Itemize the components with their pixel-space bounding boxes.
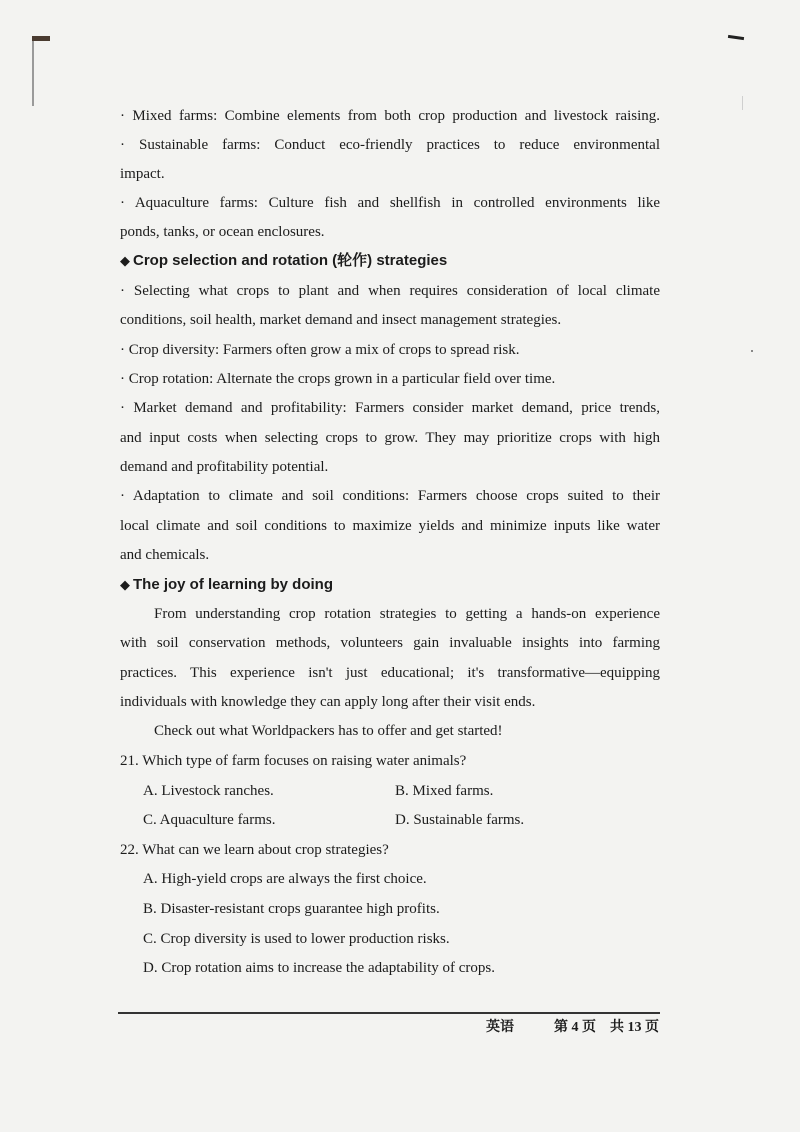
question-22-option-a: A. High-yield crops are always the first choice. bbox=[143, 871, 427, 887]
bullet-adaptation: · Adaptation to climate and soil conditions: Farmers choose crops suited to their bbox=[120, 488, 660, 504]
footer-subject: 英语 bbox=[486, 1020, 514, 1035]
diamond-bullet-icon: ◆ bbox=[120, 253, 130, 268]
question-22-stem: 22. What can we learn about crop strategies? bbox=[120, 842, 389, 858]
question-22-option-c: C. Crop diversity is used to lower production risks. bbox=[143, 931, 450, 947]
bullet-aquaculture-farms: · Aquaculture farms: Culture fish and shellfish in controlled environments like bbox=[120, 195, 660, 211]
scan-edge-mark bbox=[32, 36, 34, 106]
question-21-option-b: B. Mixed farms. bbox=[395, 783, 494, 799]
bullet-aquaculture-farms-cont: ponds, tanks, or ocean enclosures. bbox=[120, 224, 325, 240]
question-21-option-a: A. Livestock ranches. bbox=[143, 783, 274, 799]
footer-total-pages: 共 13 页 bbox=[610, 1020, 659, 1035]
bullet-crop-rotation: · Crop rotation: Alternate the crops grown in a particular field over time. bbox=[120, 371, 556, 387]
question-21-option-c: C. Aquaculture farms. bbox=[143, 812, 276, 828]
paragraph-call-to-action: Check out what Worldpackers has to offer and get started! bbox=[154, 723, 503, 739]
bullet-market-demand-end: demand and profitability potential. bbox=[120, 459, 329, 475]
section-heading-joy bbox=[120, 575, 333, 595]
question-22-option-b: B. Disaster-resistant crops guarantee high profits. bbox=[143, 901, 440, 917]
question-21-stem: 21. Which type of farm focuses on raising water animals? bbox=[120, 753, 467, 769]
footer-divider bbox=[118, 1012, 660, 1014]
bullet-sustainable-farms: · Sustainable farms: Conduct eco-friendly practices to reduce environmental bbox=[120, 137, 660, 153]
section-heading-crop bbox=[120, 251, 447, 271]
bullet-selecting-crops-cont: conditions, soil health, market demand and insect management strategies. bbox=[120, 312, 562, 328]
bullet-market-demand: · Market demand and profitability: Farmers consider market demand, price trends, bbox=[120, 400, 660, 416]
scan-speck bbox=[751, 350, 753, 352]
footer-page-number: 第 4 页 bbox=[554, 1020, 596, 1035]
scan-edge-mark bbox=[742, 96, 743, 110]
paragraph-joy-line: individuals with knowledge they can apply long after their visit ends. bbox=[120, 694, 536, 710]
question-21-option-d: D. Sustainable farms. bbox=[395, 812, 525, 828]
question-22-option-d: D. Crop rotation aims to increase the adaptability of crops. bbox=[143, 960, 495, 976]
paragraph-joy: From understanding crop rotation strategies to getting a hands-on experience bbox=[154, 606, 660, 622]
section-heading-text: Crop selection and rotation (轮作) strategies bbox=[133, 252, 448, 269]
bullet-market-demand-cont: and input costs when selecting crops to grow. They may prioritize crops with high bbox=[120, 430, 660, 446]
scan-edge-mark bbox=[32, 36, 50, 41]
scan-edge-mark bbox=[728, 35, 744, 40]
diamond-bullet-icon: ◆ bbox=[120, 577, 130, 592]
bullet-adaptation-end: and chemicals. bbox=[120, 547, 210, 563]
bullet-selecting-crops: · Selecting what crops to plant and when requires consideration of local climate bbox=[120, 283, 660, 299]
bullet-adaptation-cont: local climate and soil conditions to maximize yields and minimize inputs like water bbox=[120, 518, 660, 534]
paragraph-joy-line: with soil conservation methods, volunteers gain invaluable insights into farming bbox=[120, 635, 660, 651]
section-heading-text: The joy of learning by doing bbox=[133, 576, 334, 593]
bullet-crop-diversity: · Crop diversity: Farmers often grow a mix of crops to spread risk. bbox=[120, 342, 520, 358]
paragraph-joy-line: practices. This experience isn't just educational; it's transformative—equipping bbox=[120, 665, 660, 681]
bullet-sustainable-farms-cont: impact. bbox=[120, 166, 165, 182]
bullet-mixed-farms: · Mixed farms: Combine elements from both crop production and livestock raising. bbox=[120, 108, 660, 124]
